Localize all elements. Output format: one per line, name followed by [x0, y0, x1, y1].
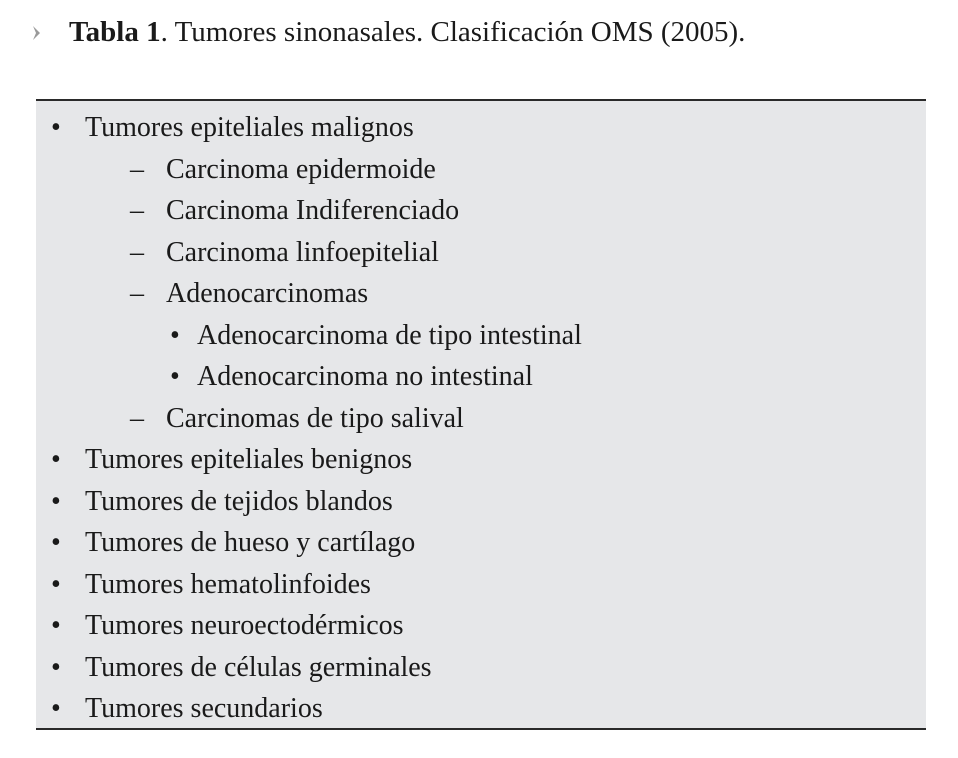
bullet-icon: •: [51, 651, 61, 683]
bullet-icon: •: [51, 610, 61, 641]
bullet-icon: •: [51, 693, 61, 724]
list-item: [51, 526, 415, 560]
caption-text: . Tumores sinonasales. Clasificación OMS (2005).: [160, 15, 746, 48]
list-item-text: Tumores neuroectodérmicos: [85, 610, 404, 641]
list-item: [51, 609, 404, 643]
list-item: [51, 568, 371, 602]
bullet-icon: •: [51, 112, 61, 143]
bullet-icon: •: [170, 361, 180, 392]
bullet-icon: •: [170, 319, 180, 351]
dash-icon: –: [130, 236, 144, 268]
dash-icon: –: [130, 195, 144, 226]
bullet-icon: •: [51, 527, 61, 558]
dash-icon: –: [130, 402, 144, 434]
list-item: [51, 111, 414, 145]
list-item-text: Carcinoma Indiferenciado: [166, 195, 460, 226]
list-item-text: Adenocarcinomas: [166, 278, 369, 309]
list-item: [130, 194, 459, 228]
list-item: [130, 236, 439, 270]
list-item: [51, 692, 323, 726]
dash-icon: –: [130, 278, 144, 309]
list-item-text: Carcinomas de tipo salival: [166, 402, 464, 434]
list-item-text: Adenocarcinoma de tipo intestinal: [197, 319, 582, 351]
list-item-text: Adenocarcinoma no intestinal: [197, 361, 533, 392]
list-item: [51, 651, 432, 685]
list-item-text: Carcinoma epidermoide: [166, 153, 436, 185]
list-item-text: Tumores epiteliales benignos: [85, 444, 413, 475]
list-item-text: Tumores de hueso y cartílago: [85, 527, 416, 558]
bullet-icon: •: [51, 485, 61, 517]
list-item: [130, 277, 368, 311]
list-item-text: Carcinoma linfoepitelial: [166, 236, 439, 268]
chevron-marker-icon: [32, 25, 42, 41]
list-item-text: Tumores de tejidos blandos: [85, 485, 393, 517]
table-caption: [32, 12, 745, 52]
caption-label: Tabla 1: [69, 15, 161, 48]
list-item: [170, 360, 533, 394]
list-item-text: Tumores de células germinales: [85, 651, 432, 683]
classification-table: [36, 99, 926, 730]
list-item-text: Tumores hematolinfoides: [85, 568, 371, 600]
list-item: [170, 319, 582, 353]
list-item: [130, 153, 436, 187]
list-item: [130, 402, 464, 436]
list-item-text: Tumores secundarios: [85, 693, 323, 724]
bullet-icon: •: [51, 444, 61, 475]
bullet-icon: •: [51, 568, 61, 600]
list-item-text: Tumores epiteliales malignos: [85, 112, 414, 143]
list-item: [51, 485, 393, 519]
dash-icon: –: [130, 153, 144, 185]
list-item: [51, 443, 412, 477]
